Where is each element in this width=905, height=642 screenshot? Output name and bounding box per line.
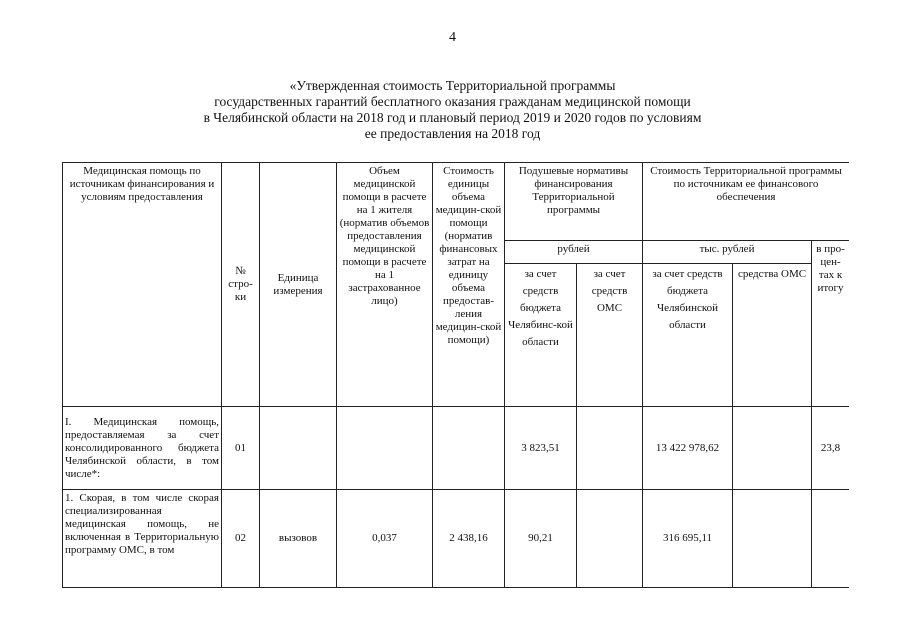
row-unit: вызовов: [260, 490, 337, 588]
row-percent: 23,8: [812, 407, 849, 490]
header-unit: Единица измерения: [260, 163, 337, 407]
row-total-oms: [733, 407, 812, 490]
row-total-oms: [733, 490, 812, 588]
table-row: [63, 407, 850, 490]
header-unit-cost: Стоимость единицы объема медицин-ской помощи (норматив финансовых затрат на единицу объема предостав-ления медицин-ской помощи): [433, 163, 505, 407]
cost-table: [62, 162, 849, 588]
title-line: в Челябинской области на 2018 год и плановый период 2019 и 2020 годов по условиям: [203, 110, 702, 125]
row-per-capita-budget: 90,21: [505, 490, 577, 588]
row-per-capita-oms: [577, 407, 643, 490]
header-per-capita-group: Подушевые нормативы финансирования Территориальной программы: [505, 163, 643, 241]
title-line: «Утвержденная стоимость Территориальной программы: [289, 78, 616, 93]
header-percent: в про-цен-тах к итогу: [812, 241, 849, 407]
table-header-row: [63, 163, 850, 241]
row-percent: [812, 490, 849, 588]
header-medical-help: Медицинская помощь по источникам финансирования и условиям предоставления: [63, 163, 222, 407]
row-cost: [433, 407, 505, 490]
header-volume: Объем медицинской помощи в расчете на 1 жителя (норматив объемов предоставления медицинской помощи в расчете на 1 застрахованное лицо): [337, 163, 433, 407]
header-thousand-rubles: тыс. рублей: [643, 241, 812, 264]
page-number: 4: [449, 30, 456, 45]
row-name: 1. Скорая, в том числе скорая специализированная медицинская помощь, не включенная в Территориальную программу ОМС, в том: [63, 490, 222, 588]
title-line: государственных гарантий бесплатного оказания гражданам медицинской помощи: [214, 94, 691, 109]
header-per-capita-budget: за счет средств бюджета Челябинс-кой области: [505, 264, 577, 407]
header-total-oms: средства ОМС: [733, 264, 812, 407]
row-total-budget: 316 695,11: [643, 490, 733, 588]
row-per-capita-oms: [577, 490, 643, 588]
row-number: 02: [222, 490, 260, 588]
row-number: 01: [222, 407, 260, 490]
table-row: [63, 490, 850, 588]
row-unit: [260, 407, 337, 490]
header-program-cost-group: Стоимость Территориальной программы по источникам ее финансового обеспечения: [643, 163, 849, 241]
row-name: I. Медицинская помощь, предоставляемая за счет консолидированного бюджета Челябинской области, в том числе*:: [63, 407, 222, 490]
header-rubles: рублей: [505, 241, 643, 264]
row-cost: 2 438,16: [433, 490, 505, 588]
row-volume: [337, 407, 433, 490]
cost-table-wrapper: [62, 162, 849, 642]
row-volume: 0,037: [337, 490, 433, 588]
header-total-budget: за счет средств бюджета Челябинской области: [643, 264, 733, 407]
header-per-capita-oms: за счет средств ОМС: [577, 264, 643, 407]
row-per-capita-budget: 3 823,51: [505, 407, 577, 490]
header-row-number: № стро-ки: [222, 163, 260, 407]
title-line: ее предоставления на 2018 год: [364, 126, 541, 141]
row-total-budget: 13 422 978,62: [643, 407, 733, 490]
document-title: [120, 78, 785, 142]
